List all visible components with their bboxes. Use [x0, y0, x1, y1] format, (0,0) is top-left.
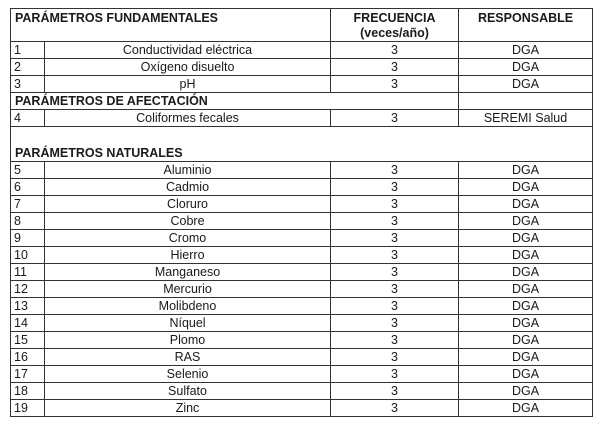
row-responsible: DGA [459, 366, 593, 383]
row-responsible: DGA [459, 42, 593, 59]
table-row [11, 349, 593, 366]
table-row [11, 110, 593, 127]
row-parameter: Conductividad eléctrica [45, 42, 331, 59]
row-parameter: Cobre [45, 213, 331, 230]
row-parameter: Zinc [45, 400, 331, 417]
table-row [11, 213, 593, 230]
row-parameter: Mercurio [45, 281, 331, 298]
row-frequency: 3 [331, 230, 459, 247]
row-frequency: 3 [331, 247, 459, 264]
row-parameter: pH [45, 76, 331, 93]
row-number: 17 [11, 366, 45, 383]
row-parameter: Oxígeno disuelto [45, 59, 331, 76]
row-responsible: SEREMI Salud [459, 110, 593, 127]
row-parameter: Cadmio [45, 179, 331, 196]
section-afectacion-title-row [11, 93, 593, 110]
table-row [11, 281, 593, 298]
row-responsible: DGA [459, 162, 593, 179]
section-spacer [11, 127, 593, 146]
row-number: 12 [11, 281, 45, 298]
row-responsible: DGA [459, 332, 593, 349]
table-row [11, 247, 593, 264]
row-parameter: RAS [45, 349, 331, 366]
row-frequency: 3 [331, 281, 459, 298]
row-responsible: DGA [459, 281, 593, 298]
row-frequency: 3 [331, 213, 459, 230]
row-number: 5 [11, 162, 45, 179]
table-row [11, 42, 593, 59]
row-parameter: Hierro [45, 247, 331, 264]
table-row [11, 366, 593, 383]
row-frequency: 3 [331, 349, 459, 366]
row-parameter: Sulfato [45, 383, 331, 400]
row-number: 9 [11, 230, 45, 247]
section-blank-cell [459, 93, 593, 110]
row-responsible: DGA [459, 213, 593, 230]
row-number: 1 [11, 42, 45, 59]
row-responsible: DGA [459, 59, 593, 76]
row-number: 4 [11, 110, 45, 127]
table-row [11, 332, 593, 349]
row-number: 8 [11, 213, 45, 230]
row-frequency: 3 [331, 315, 459, 332]
row-number: 6 [11, 179, 45, 196]
row-frequency: 3 [331, 400, 459, 417]
section-naturales-title-row [11, 145, 593, 162]
row-responsible: DGA [459, 349, 593, 366]
row-number: 19 [11, 400, 45, 417]
table-row [11, 400, 593, 417]
row-frequency: 3 [331, 110, 459, 127]
row-number: 14 [11, 315, 45, 332]
row-responsible: DGA [459, 196, 593, 213]
table-header-row [11, 9, 593, 42]
row-frequency: 3 [331, 366, 459, 383]
row-parameter: Manganeso [45, 264, 331, 281]
row-responsible: DGA [459, 230, 593, 247]
row-responsible: DGA [459, 315, 593, 332]
row-responsible: DGA [459, 298, 593, 315]
table-row [11, 179, 593, 196]
row-frequency: 3 [331, 264, 459, 281]
row-responsible: DGA [459, 264, 593, 281]
row-frequency: 3 [331, 196, 459, 213]
spacer-cell [11, 127, 593, 146]
row-responsible: DGA [459, 179, 593, 196]
row-number: 10 [11, 247, 45, 264]
table-row [11, 264, 593, 281]
header-responsable: RESPONSABLE [459, 9, 593, 42]
row-frequency: 3 [331, 179, 459, 196]
row-parameter: Selenio [45, 366, 331, 383]
table-row [11, 298, 593, 315]
section-afectacion-title: PARÁMETROS DE AFECTACIÓN [11, 93, 459, 110]
table-row [11, 315, 593, 332]
row-parameter: Cloruro [45, 196, 331, 213]
row-frequency: 3 [331, 332, 459, 349]
row-number: 13 [11, 298, 45, 315]
row-frequency: 3 [331, 42, 459, 59]
row-parameter: Molibdeno [45, 298, 331, 315]
header-fundamentales: PARÁMETROS FUNDAMENTALES [11, 9, 331, 42]
row-frequency: 3 [331, 59, 459, 76]
row-number: 7 [11, 196, 45, 213]
row-responsible: DGA [459, 383, 593, 400]
row-parameter: Plomo [45, 332, 331, 349]
table-row [11, 59, 593, 76]
row-parameter: Coliformes fecales [45, 110, 331, 127]
row-responsible: DGA [459, 247, 593, 264]
row-parameter: Níquel [45, 315, 331, 332]
table-row [11, 196, 593, 213]
row-number: 16 [11, 349, 45, 366]
row-number: 11 [11, 264, 45, 281]
parameters-table [10, 8, 593, 417]
row-number: 2 [11, 59, 45, 76]
table-row [11, 162, 593, 179]
row-responsible: DGA [459, 400, 593, 417]
row-frequency: 3 [331, 76, 459, 93]
section-naturales-title: PARÁMETROS NATURALES [11, 145, 593, 162]
row-responsible: DGA [459, 76, 593, 93]
row-frequency: 3 [331, 162, 459, 179]
header-frecuencia: FRECUENCIA (veces/año) [331, 9, 459, 42]
row-frequency: 3 [331, 298, 459, 315]
row-parameter: Aluminio [45, 162, 331, 179]
row-frequency: 3 [331, 383, 459, 400]
table-row [11, 383, 593, 400]
table-row [11, 230, 593, 247]
row-number: 15 [11, 332, 45, 349]
row-parameter: Cromo [45, 230, 331, 247]
parameters-table-container [10, 8, 592, 417]
table-row [11, 76, 593, 93]
row-number: 3 [11, 76, 45, 93]
row-number: 18 [11, 383, 45, 400]
